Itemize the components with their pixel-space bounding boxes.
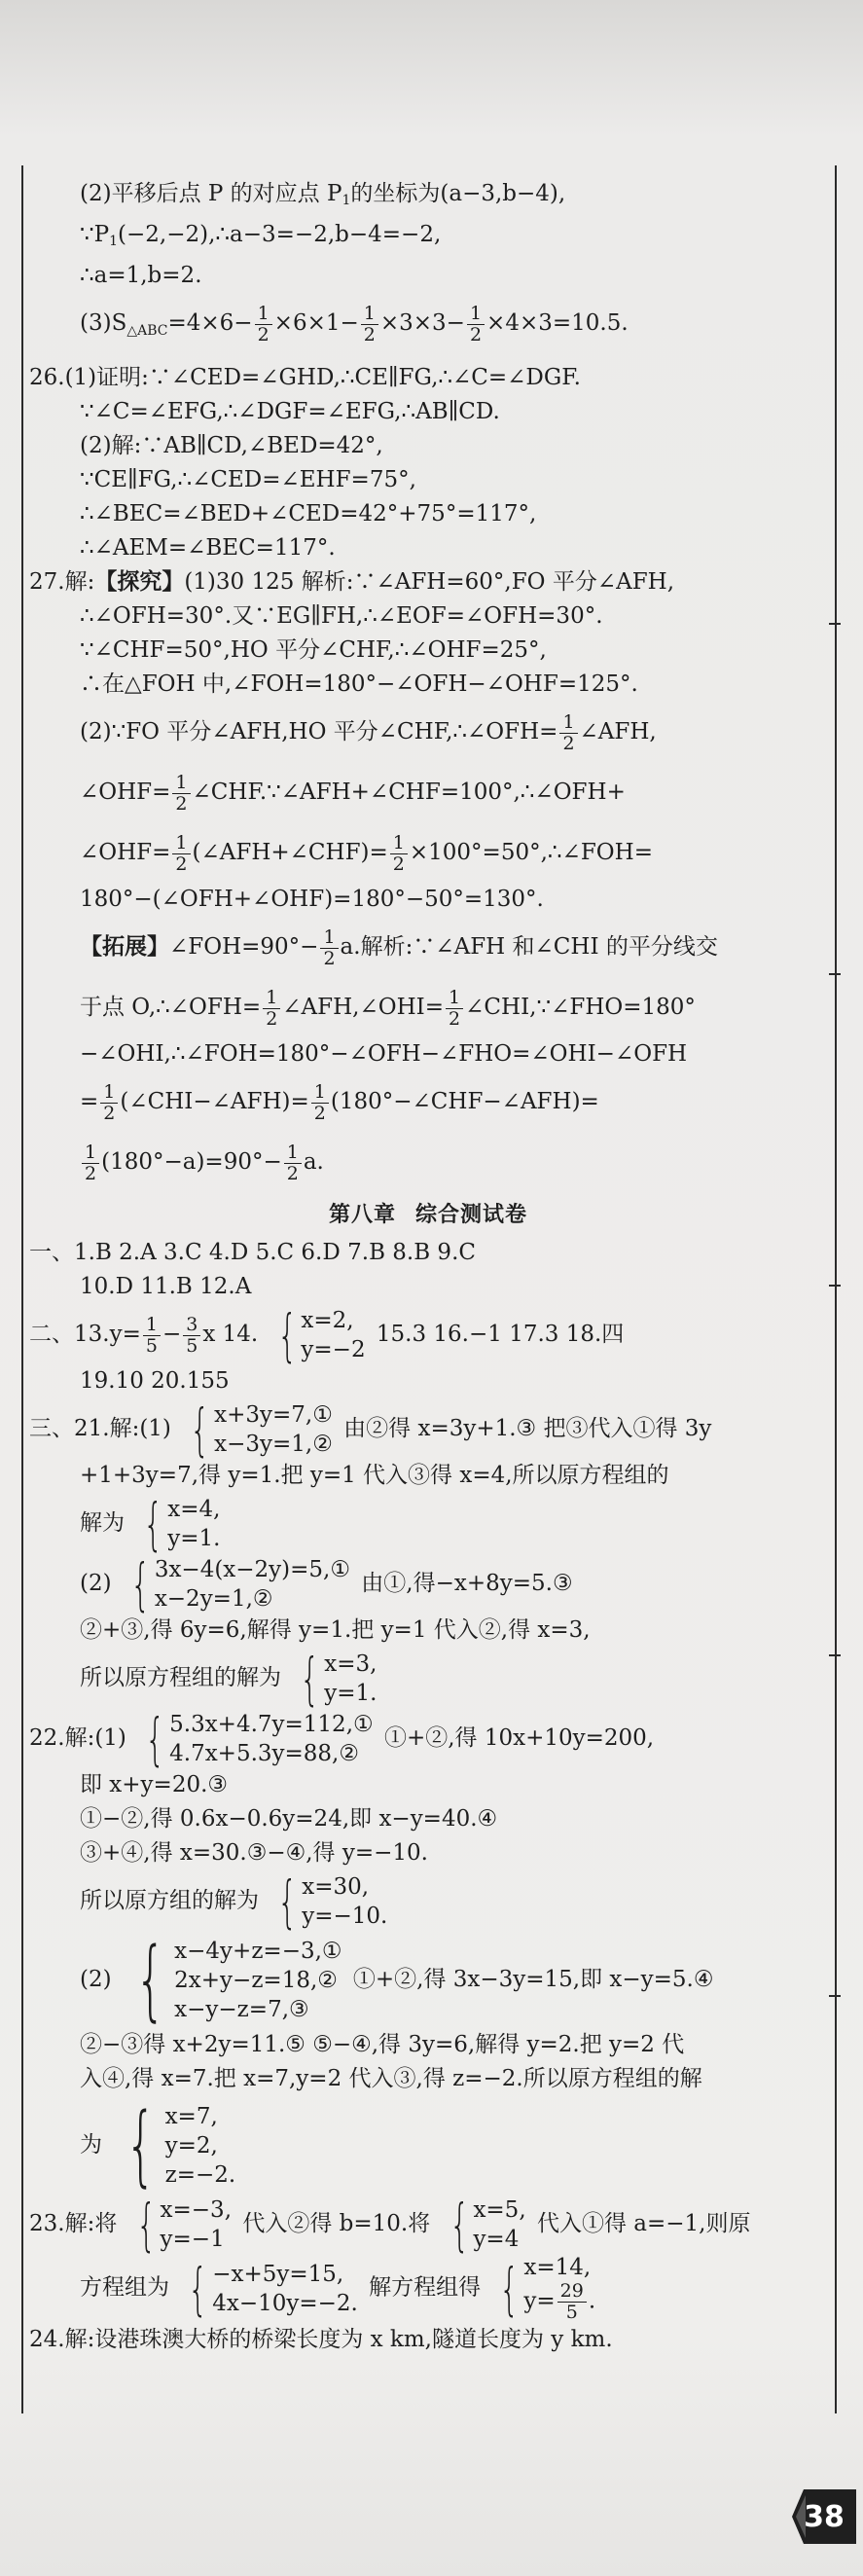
text-line: 19.10 20.155: [80, 1368, 230, 1394]
equation-system: { x=4, y=1.: [143, 1491, 221, 1557]
text-line: 为 { x=7, y=2, z=−2.: [80, 2094, 236, 2196]
margin-tick: [829, 1285, 841, 1287]
text-line: $(3)S_{\triangle ABC}=4\times 6-$ $\frac{1}{2}$ ×6×1− $\frac{1}{2}$ ×3×3− $\frac{1}{2}$ ×4×3=10.5.: [80, 302, 629, 345]
text-line: (2)平移后点 P 的对应点 $P_1$的坐标为(a−3,b−4),: [80, 181, 566, 208]
text-line: (2)解:∵AB∥CD,∠BED=42°,: [80, 433, 383, 458]
text-line: 22.解:(1) { 5.3x+4.7y=112,① 4.7x+5.3y=88,② ①+②,得 10x+10y=200,: [29, 1706, 655, 1772]
text-line: 于点 O,∴∠OFH= $\frac{1}{2}$ ∠AFH,∠OHI= $\frac{1}{2}$ ∠CHI,∵∠FHO=180°: [80, 986, 696, 1030]
fraction: $\frac{1}{2}$: [82, 1143, 99, 1184]
chapter-heading: 第八章 综合测试卷: [328, 1203, 528, 1227]
fraction: $\frac{1}{2}$: [100, 1082, 118, 1124]
margin-tick: [829, 623, 841, 625]
text-line: $\because P_1(-2,-2),\therefore a-3=-2,b-4=-2$,: [80, 222, 442, 249]
equation-system: { x−4y+z=−3,① 2x+y−z=18,② x−y−z=7,③: [134, 1929, 342, 2031]
text-line: ②+③,得 6y=6,解得 y=1.把 y=1 代入②,得 x=3,: [80, 1617, 591, 1643]
fraction: $\frac{1}{2}$: [446, 988, 463, 1030]
equation-system: { 3x−4(x−2y)=5,① x−2y=1,②: [130, 1551, 350, 1617]
text-line: 10.D 11.B 12.A: [80, 1274, 252, 1299]
text-line: 27.解:【探究】(1)30 125 解析:∵∠AFH=60°,FO 平分∠AFH,: [29, 569, 675, 595]
text-line: 23.解:将 { x=−3, y=−1 代入②得 b=10.将 { x=5, y=4 代入①得 a=−1,则原: [29, 2192, 751, 2258]
text-line: ∵∠CHF=50°,HO 平分∠CHF,∴∠OHF=25°,: [80, 637, 547, 663]
text-line: ∴∠OFH=30°.又∵EG∥FH,∴∠EOF=∠OFH=30°.: [80, 603, 603, 629]
text-line: ②−③得 x+2y=11.⑤ ⑤−④,得 3y=6,解得 y=2.把 y=2 代: [80, 2032, 685, 2057]
page-number: 38: [804, 2499, 845, 2534]
fraction: $\frac{1}{2}$: [361, 304, 378, 345]
text-line: (2) { 3x−4(x−2y)=5,① x−2y=1,② 由①,得−x+8y=5.③: [80, 1551, 573, 1617]
fraction: $\frac{1}{2}$: [172, 833, 190, 875]
text-line: −∠OHI,∴∠FOH=180°−∠OFH−∠FHO=∠OHI−∠OFH: [80, 1041, 688, 1067]
fraction: $\frac{29}{5}$: [557, 2281, 587, 2323]
text-line: ∴a=1,b=2.: [80, 263, 202, 288]
text-line: ∴∠BEC=∠BED+∠CED=42°+75°=117°,: [80, 501, 537, 526]
equation-system: { x=2, y=−2: [276, 1302, 366, 1368]
equation-system: { x=−3, y=−1: [135, 2192, 233, 2258]
text-line: ①−②,得 0.6x−0.6y=24,即 x−y=40.④: [80, 1806, 498, 1832]
text-line: ∴在△FOH 中,∠FOH=180°−∠OFH−∠OHF=125°.: [80, 671, 638, 697]
text-line: 【拓展】∠FOH=90°− $\frac{1}{2}$ a.解析:∵∠AFH 和∠CHI 的平分线交: [80, 925, 718, 969]
right-margin-rule: [835, 165, 837, 2413]
text-line: ③+④,得 x=30.③−④,得 y=−10.: [80, 1840, 428, 1866]
text-line: 180°−(∠OFH+∠OHF)=180°−50°=130°.: [80, 887, 544, 912]
fraction: $\frac{1}{2}$: [311, 1082, 329, 1124]
fraction: $\frac{1}{2}$: [284, 1143, 302, 1184]
margin-tick: [829, 973, 841, 975]
fraction: $\frac{1}{2}$: [320, 927, 338, 969]
equation-system: { x=14, y= $\frac{29}{5}$ .: [499, 2255, 596, 2323]
fraction: $\frac{3}{5}$: [183, 1315, 200, 1357]
text-line: 方程组为 { −x+5y=15, 4x−10y=−2. 解方程组得 { x=14, y= $\frac{29}{5}$ .: [80, 2255, 596, 2323]
fraction: $\frac{1}{2}$: [559, 712, 577, 754]
text-line: $\frac{1}{2}$ (180°−a)=90°− $\frac{1}{2}$ a.: [29, 1132, 827, 1192]
text-line: 所以原方组的解为 { x=30, y=−10.: [80, 1869, 388, 1935]
text-line: = $\frac{1}{2}$ (∠CHI−∠AFH)= $\frac{1}{2}$ (180°−∠CHF−∠AFH)=: [80, 1080, 599, 1124]
equation-system: { x=3, y=1.: [300, 1646, 378, 1712]
margin-tick: [829, 1995, 841, 1997]
text-line: 24.解:设港珠澳大桥的桥梁长度为 x km,隧道长度为 y km.: [29, 2327, 613, 2352]
fraction: $\frac{1}{2}$: [172, 773, 190, 815]
text-line: (2) { x−4y+z=−3,① 2x+y−z=18,② x−y−z=7,③ ①+②,得 3x−3y=15,即 x−y=5.④: [80, 1929, 714, 2031]
text-line: 所以原方程组的解为 { x=3, y=1.: [80, 1646, 378, 1712]
text-line: 解为 { x=4, y=1.: [80, 1491, 221, 1557]
text-line: 三、21.解:(1) { x+3y=7,① x−3y=1,② 由②得 x=3y+1.③ 把③代入①得 3y: [29, 1397, 712, 1463]
margin-tick: [829, 1654, 841, 1656]
equation-system: { x=30, y=−10.: [277, 1869, 388, 1935]
text-line: 入④,得 x=7.把 x=7,y=2 代入③,得 z=−2.所以原方程组的解: [80, 2066, 702, 2091]
equation-system: { −x+5y=15, 4x−10y=−2.: [188, 2255, 358, 2322]
text-line: 即 x+y=20.③: [80, 1772, 229, 1797]
fraction: $\frac{1}{2}$: [255, 304, 272, 345]
text-line: 二、13.y= $\frac{1}{5}$ − $\frac{3}{5}$ x 14. { x=2, y=−2 15.3 16.−1 17.3 18.四: [29, 1302, 625, 1368]
text-line: +1+3y=7,得 y=1.把 y=1 代入③得 x=4,所以原方程组的: [80, 1463, 669, 1488]
text-line: ∵CE∥FG,∴∠CED=∠EHF=75°,: [80, 467, 416, 492]
text-line: ∴∠AEM=∠BEC=117°.: [80, 535, 336, 561]
text-line: 26.(1)证明:∵∠CED=∠GHD,∴CE∥FG,∴∠C=∠DGF.: [29, 365, 581, 390]
answer-text: [29, 177, 827, 2357]
text-line: ∵∠C=∠EFG,∴∠DGF=∠EFG,∴AB∥CD.: [80, 399, 500, 424]
fraction: $\frac{1}{2}$: [263, 988, 280, 1030]
text-line: ∠OHF= $\frac{1}{2}$ (∠AFH+∠CHF)= $\frac{1}{2}$ ×100°=50°,∴∠FOH=: [80, 831, 653, 875]
left-margin-rule: [21, 165, 23, 2413]
fraction: $\frac{1}{5}$: [143, 1315, 161, 1357]
equation-system: { 5.3x+4.7y=112,① 4.7x+5.3y=88,②: [145, 1706, 374, 1772]
equation-system: { x=5, y=4: [449, 2192, 526, 2258]
equation-system: { x=7, y=2, z=−2.: [126, 2094, 236, 2196]
equation-system: { x+3y=7,① x−3y=1,②: [190, 1397, 333, 1463]
page-number-badge: [790, 2487, 858, 2546]
fraction: $\frac{1}{2}$: [467, 304, 485, 345]
text-line: ∠OHF= $\frac{1}{2}$ ∠CHF.∵∠AFH+∠CHF=100°,∴∠OFH+: [80, 771, 626, 815]
text-line: 一、1.B 2.A 3.C 4.D 5.C 6.D 7.B 8.B 9.C: [29, 1240, 476, 1265]
fraction: $\frac{1}{2}$: [390, 833, 408, 875]
text-line: (2)∵FO 平分∠AFH,HO 平分∠CHF,∴∠OFH= $\frac{1}{2}$ ∠AFH,: [80, 710, 657, 754]
